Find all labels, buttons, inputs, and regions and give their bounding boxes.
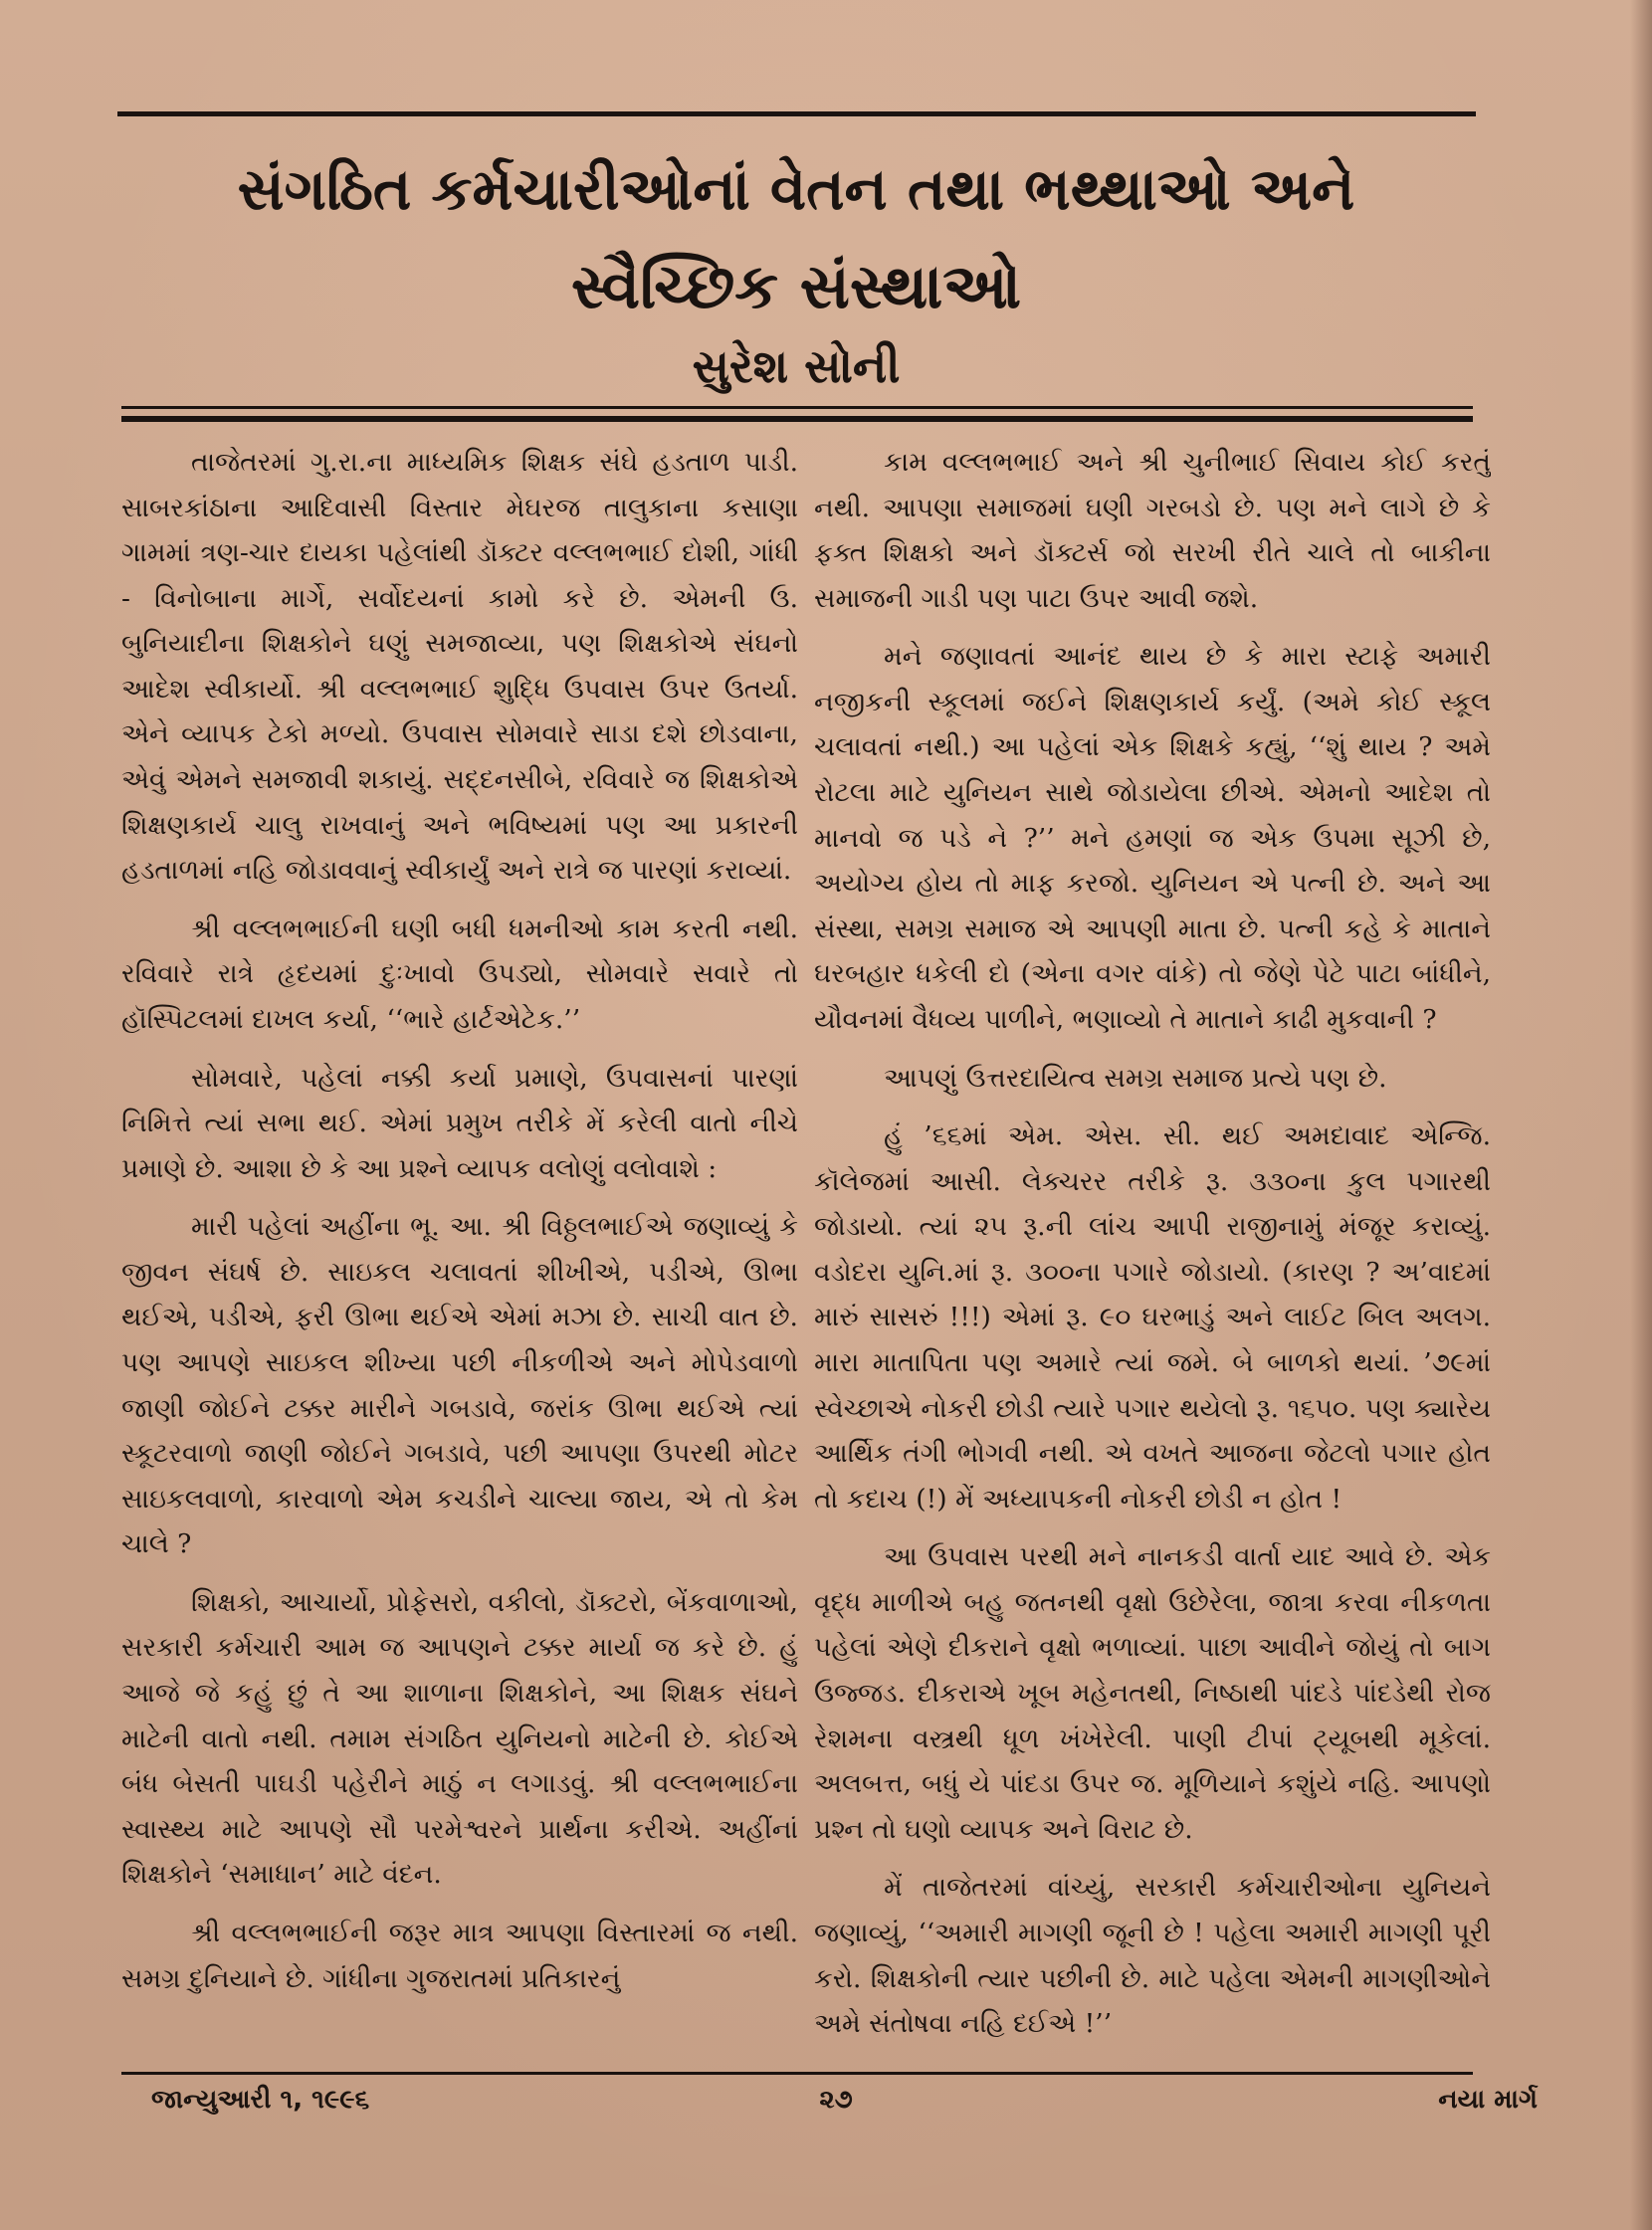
paragraph: આપણું ઉત્તરદાયિત્વ સમગ્ર સમાજ પ્રત્યે પણ છે. <box>884 1062 1387 1094</box>
paragraph: મેં તાજેતરમાં વાંચ્યું, સરકારી કર્મચારીઓના યુનિયને જણાવ્યું, ‘‘અમારી માગણી જૂની છે ! પહેલા અમારી માગણી પૂરી કરો. શિક્ષકોની ત્યાર પછીની છે. માટે પહેલા એમની માગણીઓને અમે સંતોષવા નહિ દઈએ !’’ <box>814 1872 1491 2040</box>
paragraph: કામ વલ્લભભાઈ અને શ્રી ચુનીભાઈ સિવાય કોઈ કરતું નથી. આપણા સમાજમાં ઘણી ગરબડો છે. પણ મને લાગે છે કે ફક્ત શિક્ષકો અને ડૉક્ટર્સ જો સરખી રીતે ચાલે તો બાકીના સમાજની ગાડી પણ પાટા ઉપર આવી જશે. <box>814 447 1491 614</box>
left-column <box>121 440 798 2072</box>
paragraph: તાજેતરમાં ગુ.રા.ના માધ્યમિક શિક્ષક સંઘે હડતાળ પાડી. સાબરકાંઠાના આદિવાસી વિસ્તાર મેઘરજ તાલુકાના કસાણા ગામમાં ત્રણ-ચાર દાયકા પહેલાંથી ડૉક્ટર વલ્લભભાઈ દોશી, ગાંધી - વિનોબાના માર્ગે, સર્વોદયનાં કામો કરે છે. એમની ઉ. બુનિયાદીના શિક્ષકોને ઘણું સમજાવ્યા, પણ શિક્ષકોએ સંઘનો આદેશ સ્વીકાર્યો. શ્રી વલ્લભભાઈ શુદ્ધિ ઉપવાસ ઉપર ઉતર્યા. એને વ્યાપક ટેકો મળ્યો. ઉપવાસ સોમવારે સાડા દશે છોડવાના, એવું એમને સમજાવી શકાયું. સદ્દનસીબે, રવિવારે જ શિક્ષકોએ શિક્ષણકાર્ય ચાલુ રાખવાનું અને ભવિષ્યમાં પણ આ પ્રકારની હડતાળમાં નહિ જોડાવવાનું સ્વીકાર્યું અને રાત્રે જ પારણાં કરાવ્યાં. <box>121 447 798 887</box>
right-column <box>814 440 1491 2072</box>
paragraph: શ્રી વલ્લભભાઈની જરૂર માત્ર આપણા વિસ્તારમાં જ નથી. સમગ્ર દુનિયાને છે. ગાંધીના ગુજરાતમાં પ્રતિકારનું <box>121 1917 798 1994</box>
footer-rule <box>121 2072 1473 2075</box>
top-rule <box>117 111 1476 116</box>
paragraph: શ્રી વલ્લભભાઈની ઘણી બધી ધમનીઓ કામ કરતી નથી. રવિવારે રાત્રે હૃદયમાં દુઃખાવો ઉપડ્યો, સોમવારે સવારે તો હૉસ્પિટલમાં દાખલ કર્યા, ‘‘ભારે હાર્ટએટેક.’’ <box>121 912 798 1035</box>
article-author: સુરેશ સોની <box>692 339 901 393</box>
article-title-line2: સ્વૈચ્છિક સંસ્થાઓ <box>570 250 1022 322</box>
footer-magazine-name: નયા માર્ગ <box>1438 2085 1538 2115</box>
footer-page-number: ૨૭ <box>819 2085 853 2115</box>
article-title-line1: સંગઠિત કર્મચારીઓનાં વેતન તથા ભથ્થાઓ અને <box>237 155 1355 223</box>
paragraph: મારી પહેલાં અહીંના ભૂ. આ. શ્રી વિઠ્ઠલભાઈએ જણાવ્યું કે જીવન સંઘર્ષ છે. સાઇકલ ચલાવતાં શીખીએ, પડીએ, ઊભા થઈએ, પડીએ, ફરી ઊભા થઈએ એમાં મઝા છે. સાચી વાત છે. પણ આપણે સાઇકલ શીખ્યા પછી નીકળીએ અને મોપેડવાળો જાણી જોઈને ટક્કર મારીને ગબડાવે, જરાંક ઊભા થઈએ ત્યાં સ્કૂટરવાળો જાણી જોઈને ગબડાવે, પછી આપણા ઉપરથી મોટર સાઇકલવાળો, કારવાળો એમ કચડીને ચાલ્યા જાય, એ તો કેમ ચાલે ? <box>121 1211 798 1560</box>
paragraph: સોમવારે, પહેલાં નક્કી કર્યા પ્રમાણે, ઉપવાસનાં પારણાં નિમિત્તે ત્યાં સભા થઈ. એમાં પ્રમુખ તરીકે મેં કરેલી વાતો નીચે પ્રમાણે છે. આશા છે કે આ પ્રશ્ને વ્યાપક વલોણું વલોવાશે : <box>121 1062 798 1184</box>
footer-date: જાન્યુઆરી ૧, ૧૯૯૬ <box>151 2085 370 2115</box>
paragraph: શિક્ષકો, આચાર્યો, પ્રોફેસરો, વકીલો, ડૉક્ટરો, બેંકવાળાઓ, સરકારી કર્મચારી આમ જ આપણને ટક્કર માર્યા જ કરે છે. હું આજે જે કહું છું તે આ શાળાના શિક્ષકોને, આ શિક્ષક સંઘને માટેની વાતો નથી. તમામ સંગઠિત યુનિયનો માટેની છે. કોઈએ બંધ બેસતી પાઘડી પહેરીને માઠું ન લગાડવું. શ્રી વલ્લભભાઈના સ્વાસ્થ્ય માટે આપણે સૌ પરમેશ્વરને પ્રાર્થના કરીએ. અહીંનાં શિક્ષકોને ‘સમાધાન’ માટે વંદન. <box>121 1586 798 1891</box>
paragraph: મને જણાવતાં આનંદ થાય છે કે મારા સ્ટાફે અમારી નજીકની સ્કૂલમાં જઈને શિક્ષણકાર્ય કર્યું. (અમે કોઈ સ્કૂલ ચલાવતાં નથી.) આ પહેલાં એક શિક્ષકે કહ્યું, ‘‘શું થાય ? અમે રોટલા માટે યુનિયન સાથે જોડાયેલા છીએ. એમનો આદેશ તો માનવો જ પડે ને ?’’ મને હમણાં જ એક ઉપમા સૂઝી છે, અયોગ્ય હોય તો માફ કરજો. યુનિયન એ પત્ની છે. અને આ સંસ્થા, સમગ્ર સમાજ એ આપણી માતા છે. પત્ની કહે કે માતાને ઘરબહાર ધકેલી દો (એના વગર વાંકે) તો જેણે પેટે પાટા બાંધીને, યૌવનમાં વૈધવ્ય પાળીને, ભણાવ્યો તે માતાને કાઢી મુકવાની ? <box>814 641 1491 1035</box>
paragraph: આ ઉપવાસ પરથી મને નાનકડી વાર્તા યાદ આવે છે. એક વૃદ્ધ માળીએ બહુ જતનથી વૃક્ષો ઉછેરેલા, જાત્રા કરવા નીકળતા પહેલાં એણે દીકરાને વૃક્ષો ભળાવ્યાં. પાછા આવીને જોયું તો બાગ ઉજ્જડ. દીકરાએ ખૂબ મહેનતથી, નિષ્ઠાથી પાંદડે પાંદડેથી રોજ રેશમના વસ્ત્રથી ધૂળ ખંખેરેલી. પાણી ટીપાં ટ્યૂબથી મૂકેલાં. અલબત્ત, બધું યે પાંદડા ઉપર જ. મૂળિયાને કશુંયે નહિ. આપણો પ્રશ્ન તો ઘણો વ્યાપક અને વિરાટ છે. <box>814 1541 1491 1845</box>
header-rule-thick <box>121 416 1473 422</box>
page-edge-shadow <box>1630 0 1652 2230</box>
paragraph: હું ’૬૬માં એમ. એસ. સી. થઈ અમદાવાદ એન્જિ. કૉલેજમાં આસી. લેક્ચરર તરીકે રૂ. ૩૩૦ના કુલ પગારથી જોડાયો. ત્યાં ૨૫ રૂ.ની લાંચ આપી રાજીનામું મંજૂર કરાવ્યું. વડોદરા યુનિ.માં રૂ. ૩૦૦ના પગારે જોડાયો. (કારણ ? અ’વાદમાં મારું સાસરું !!!) એમાં રૂ. ૯૦ ઘરભાડું અને લાઈટ બિલ અલગ. મારા માતાપિતા પણ અમારે ત્યાં જમે. બે બાળકો થયાં. ’૭૯માં સ્વેચ્છાએ નોકરી છોડી ત્યારે પગાર થયેલો રૂ. ૧૬૫૦. પણ ક્યારેય આર્થિક તંગી ભોગવી નથી. એ વખતે આજના જેટલો પગાર હોત તો કદાચ (!) મેં અધ્યાપકની નોકરી છોડી ન હોત ! <box>814 1120 1491 1515</box>
header-rule-thin <box>121 406 1473 409</box>
